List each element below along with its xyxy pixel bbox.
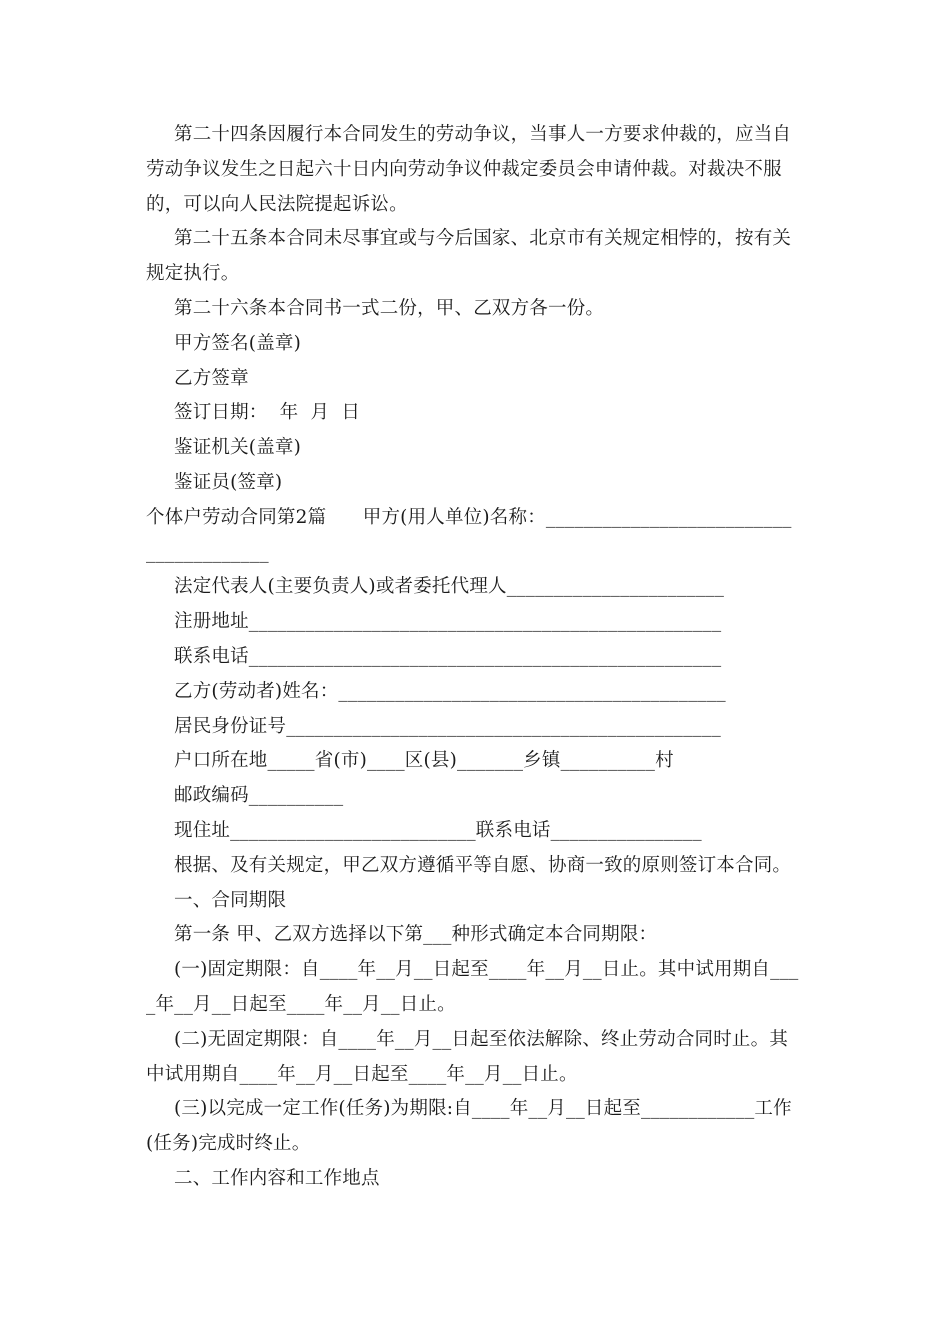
second-contract-heading: 个体户劳动合同第2篇 甲方(用人单位)名称：__________________________ xyxy=(146,506,792,528)
field-household-registration: 户口所在地_____省(市)____区(县)_______乡镇__________村 xyxy=(174,750,674,772)
contract-intro: 根据、及有关规定，甲乙双方遵循平等自愿、协商一致的原则签订本合同。 xyxy=(174,854,792,876)
option-task-term: (三)以完成一定工作(任务)为期限:自____年__月__日起至____________工作(任务)完成时终止。 xyxy=(146,1098,792,1155)
second-contract-heading-cont: _____________ xyxy=(146,541,269,563)
article-24: 第二十四条因履行本合同发生的劳动争议，当事人一方要求仲裁的，应当自劳动争议发生之日起六十日内向劳动争议仲裁定委员会申请仲裁。对裁决不服的，可以向人民法院提起诉讼。 xyxy=(146,124,792,215)
party-a-signature: 甲方签名(盖章) xyxy=(174,332,302,354)
field-id-number: 居民身份证号______________________________________________ xyxy=(174,715,721,737)
option-fixed-term: (一)固定期限：自____年__月__日起至____年__月__日止。其中试用期自____年__月__日起至____年__月__日止。 xyxy=(146,959,799,1015)
section-two-heading: 二、工作内容和工作地点 xyxy=(174,1167,380,1189)
authenticator: 鉴证员(签章) xyxy=(174,471,283,493)
signing-date: 签订日期： 年 月 日 xyxy=(174,402,361,424)
field-legal-representative: 法定代表人(主要负责人)或者委托代理人_______________________ xyxy=(174,576,725,598)
article-one: 第一条 甲、乙双方选择以下第___种形式确定本合同期限： xyxy=(174,924,658,946)
party-b-signature: 乙方签章 xyxy=(174,367,249,389)
field-phone: 联系电话__________________________________________________ xyxy=(174,645,722,667)
field-postal-code: 邮政编码__________ xyxy=(174,785,344,807)
article-26: 第二十六条本合同书一式二份，甲、乙双方各一份。 xyxy=(174,297,605,319)
field-current-address: 现住址__________________________联系电话________________ xyxy=(174,819,702,841)
section-one-heading: 一、合同期限 xyxy=(174,889,287,911)
authentication-authority: 鉴证机关(盖章) xyxy=(174,437,302,459)
field-registered-address: 注册地址__________________________________________________ xyxy=(174,611,722,633)
document-body xyxy=(146,118,806,1197)
option-open-term: (二)无固定期限：自____年__月__日起至依法解除、终止劳动合同时止。其中试用期自____年__月__日起至____年__月__日止。 xyxy=(146,1028,789,1085)
field-party-b-name: 乙方(劳动者)姓名：_________________________________________ xyxy=(174,680,726,702)
article-25: 第二十五条本合同未尽事宜或与今后国家、北京市有关规定相悖的，按有关规定执行。 xyxy=(146,228,792,285)
